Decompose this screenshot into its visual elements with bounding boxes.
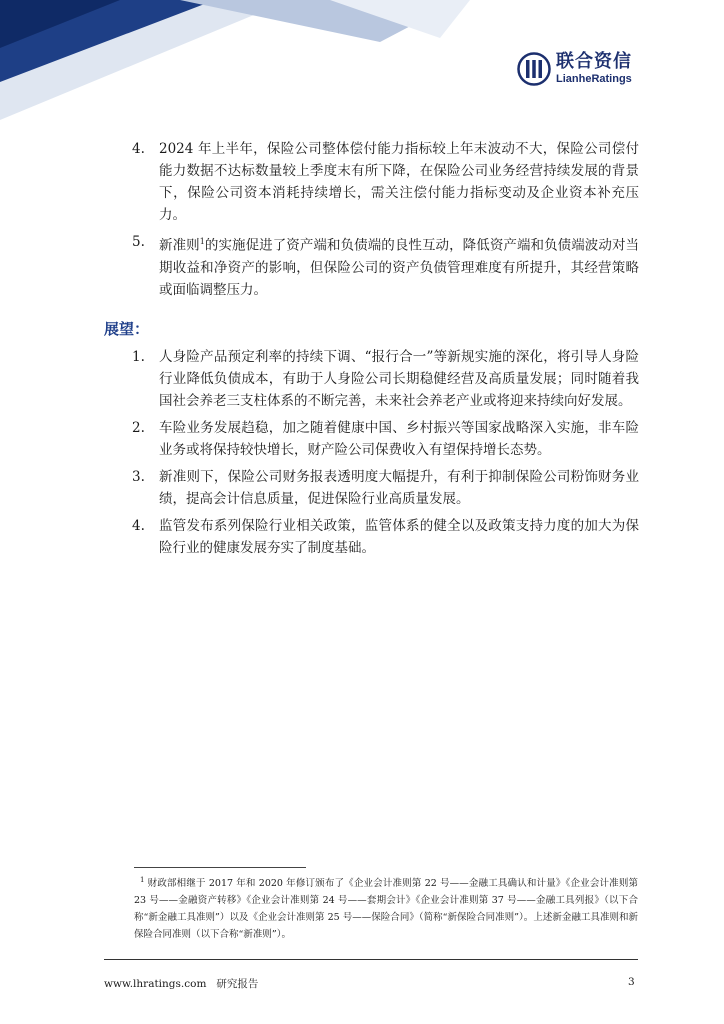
outlook-list (0, 346, 724, 564)
item-text: 新准则下，保险公司财务报表透明度大幅提升，有利于抑制保险公司粉饰财务业绩，提高会计信息质量，促进保险行业高质量发展。 (159, 469, 639, 507)
item-number: 2. (132, 420, 145, 436)
item-text-before: 新准则 (159, 237, 200, 254)
logo-mark-icon (517, 52, 551, 86)
section-title-outlook: 展望： (104, 320, 150, 338)
logo-cn: 联合资信 (556, 51, 632, 72)
item-text: 人身险产品预定利率的持续下调、“报行合一”等新规实施的深化，将引导人身险行业降低负债成本，有助于人身险公司长期稳健经营及高质量发展；同时随着我国社会养老三支柱体系的不断完善，未来社会养老产业或将迎来持续向好发展。 (159, 349, 639, 409)
item-text: 车险业务发展趋稳，加之随着健康中国、乡村振兴等国家战略深入实施，非车险业务或将保持较快增长，财产险公司保费收入有望保持增长态势。 (159, 420, 639, 458)
page-number: 3 (628, 976, 635, 988)
list-item (0, 138, 724, 226)
list-item (0, 515, 724, 559)
footnote (134, 872, 638, 943)
list-item (0, 466, 724, 510)
item-text-after: 的实施促进了资产端和负债端的良性互动，降低资产端和负债端波动对当期收益和净资产的影响，但保险公司的资产负债管理难度有所提升，其经营策略或面临调整压力。 (159, 237, 640, 298)
footer-divider (104, 959, 638, 960)
item-number: 4. (132, 518, 145, 534)
footer-left (104, 976, 258, 991)
footer-label: 研究报告 (216, 978, 259, 990)
footnote-text: 财政部相继于 2017 年和 2020 年修订颁布了《企业会计准则第 22 号——金融工具确认和计量》《企业会计准则第 23 号——金融资产转移》《企业会计准则第 24 号——套期会计》《企业会计准则第 37 号——金融工具列报》（以下合称“新金融工具准则”）以及《企业会计准则第 25 号——保险合同》（简称“新保险合同准则”）。上述新金融工具准则和新保险合同准则（以下合称“新准则”）。 (134, 878, 639, 941)
item-number: 3. (132, 469, 145, 485)
findings-list (0, 138, 724, 306)
footnote-ref[interactable]: 1 (199, 237, 205, 246)
footnote-marker: 1 (140, 876, 145, 884)
logo-en: LianheRatings (556, 73, 632, 85)
item-text (159, 231, 639, 301)
list-item (0, 231, 724, 301)
item-text: 2024 年上半年，保险公司整体偿付能力指标较上年末波动不大，保险公司偿付能力数据不达标数量较上季度末有所下降，在保险公司业务经营持续发展的背景下，保险公司资本消耗持续增长，需关注偿付能力指标变动及企业资本补充压力。 (159, 141, 639, 223)
item-number: 4. (132, 141, 145, 157)
footer-site-link[interactable]: www.lhratings.com (104, 978, 207, 990)
company-logo (517, 52, 632, 86)
list-item (0, 346, 724, 412)
item-number: 5. (132, 234, 145, 250)
footnote-divider (134, 867, 306, 868)
list-item (0, 417, 724, 461)
item-number: 1. (132, 349, 145, 365)
item-text: 监管发布系列保险行业相关政策，监管体系的健全以及政策支持力度的加大为保险行业的健康发展夯实了制度基础。 (159, 518, 639, 556)
